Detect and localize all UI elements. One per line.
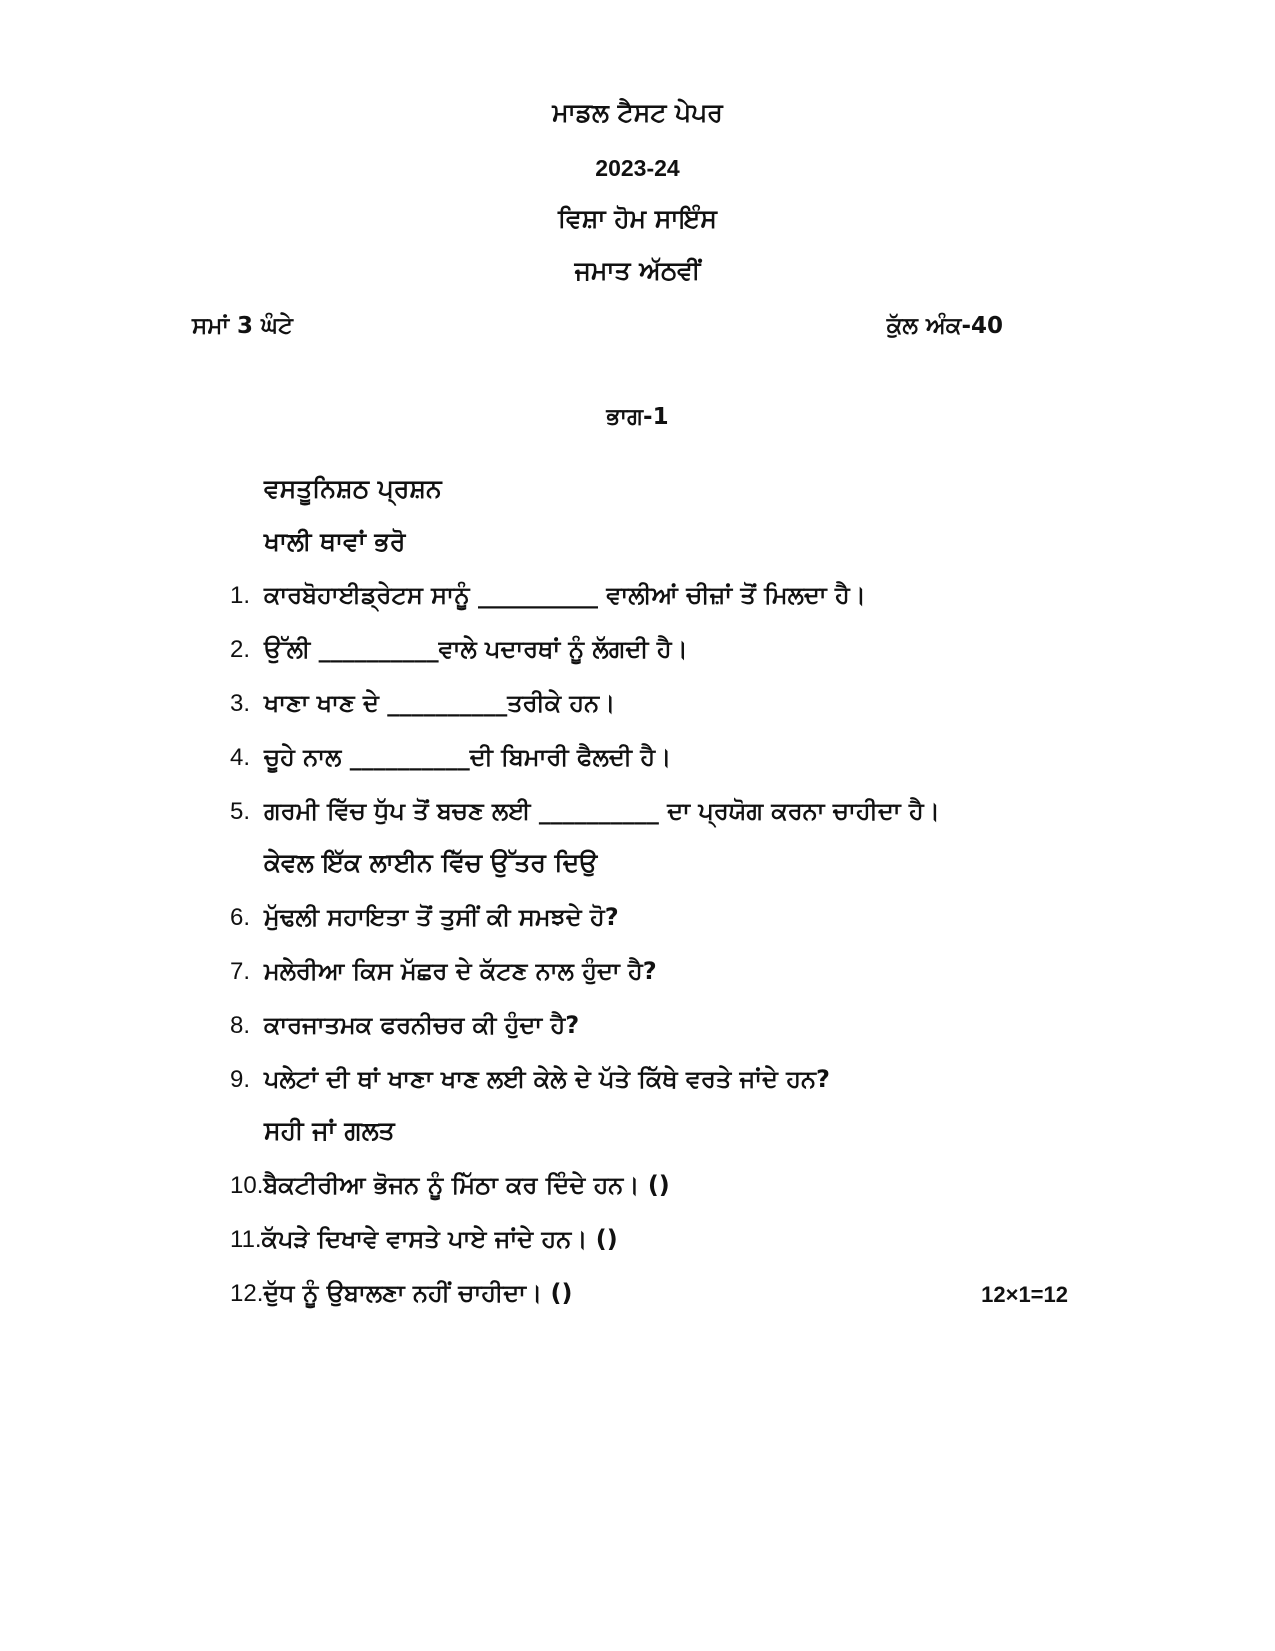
question-item xyxy=(230,1279,573,1308)
total-marks: ਕੁੱਲ ਅੰਕ-40 xyxy=(886,313,1003,339)
question-number: 4. xyxy=(230,744,251,771)
question-item xyxy=(230,689,615,718)
question-item xyxy=(230,957,657,986)
question-item xyxy=(230,1011,579,1040)
subject-line: ਵਿਸ਼ਾ ਹੋਮ ਸਾਇੰਸ xyxy=(558,204,717,233)
question-number: 3. xyxy=(230,690,251,717)
question-item xyxy=(230,581,866,610)
question-item xyxy=(230,1225,618,1254)
question-text: ਕੱਪੜੇ ਦਿਖਾਵੇ ਵਾਸਤੇ ਪਾਏ ਜਾਂਦੇ ਹਨ। () xyxy=(261,1225,618,1253)
question-number: 11. xyxy=(230,1226,262,1253)
question-item xyxy=(230,1171,670,1200)
question-text: ਖਾਣਾ ਖਾਣ ਦੇ __________ਤਰੀਕੇ ਹਨ। xyxy=(264,689,616,717)
question-number: 5. xyxy=(230,798,251,825)
question-text: ਉੱਲੀ __________ਵਾਲੇ ਪਦਾਰਥਾਂ ਨੂੰ ਲੱਗਦੀ ਹੈ। xyxy=(264,635,688,663)
question-text: ਦੁੱਧ ਨੂੰ ਉਬਾਲਣਾ ਨਹੀਂ ਚਾਹੀਦਾ। () xyxy=(263,1279,573,1307)
question-item xyxy=(230,635,688,664)
class-line: ਜਮਾਤ ਅੱਠਵੀਂ xyxy=(574,256,701,285)
question-item xyxy=(230,1065,830,1094)
question-number: 9. xyxy=(230,1066,251,1093)
question-text: ਮੁੱਢਲੀ ਸਹਾਇਤਾ ਤੋਂ ਤੁਸੀਂ ਕੀ ਸਮਝਦੇ ਹੋ? xyxy=(264,903,619,931)
question-text: ਮਲੇਰੀਆ ਕਿਸ ਮੱਛਰ ਦੇ ਕੱਟਣ ਨਾਲ ਹੁੰਦਾ ਹੈ? xyxy=(264,957,657,985)
question-number: 6. xyxy=(230,904,251,931)
question-text: ਬੈਕਟੀਰੀਆ ਭੋਜਨ ਨੂੰ ਮਿੱਠਾ ਕਰ ਦਿੰਦੇ ਹਨ। () xyxy=(263,1171,670,1199)
part-heading: ਭਾਗ-1 xyxy=(606,404,669,430)
question-item xyxy=(230,797,940,826)
question-text: ਚੂਹੇ ਨਾਲ __________ਦੀ ਬਿਮਾਰੀ ਫੈਲਦੀ ਹੈ। xyxy=(264,743,672,771)
section-fill-blanks: ਖਾਲੀ ਥਾਵਾਂ ਭਰੋ xyxy=(264,527,406,556)
time-allowed: ਸਮਾਂ 3 ਘੰਟੇ xyxy=(192,313,293,339)
paper-year: 2023-24 xyxy=(595,155,680,181)
question-item xyxy=(230,903,619,932)
question-number: 7. xyxy=(230,958,251,985)
section-one-line: ਕੇਵਲ ਇੱਕ ਲਾਈਨ ਵਿੱਚ ਉੱਤਰ ਦਿਉ xyxy=(264,848,598,877)
paper-title: ਮਾਡਲ ਟੈਸਟ ਪੇਪਰ xyxy=(552,98,723,127)
section-objective: ਵਸਤੂਨਿਸ਼ਠ ਪ੍ਰਸ਼ਨ xyxy=(264,474,442,503)
question-text: ਕਾਰਬੋਹਾਈਡ੍ਰੇਟਸ ਸਾਨੂੰ __________ ਵਾਲੀਆਂ ਚੀਜ਼ਾਂ ਤੋਂ ਮਿਲਦਾ ਹੈ। xyxy=(264,581,866,609)
section-true-false: ਸਹੀ ਜਾਂ ਗਲਤ xyxy=(264,1116,395,1145)
question-text: ਕਾਰਜਾਤਮਕ ਫਰਨੀਚਰ ਕੀ ਹੁੰਦਾ ਹੈ? xyxy=(264,1011,580,1039)
question-number: 8. xyxy=(230,1012,251,1039)
marks-note: 12×1=12 xyxy=(981,1282,1068,1307)
question-number: 12. xyxy=(230,1280,264,1307)
question-number: 2. xyxy=(230,636,251,663)
question-number: 10. xyxy=(230,1172,264,1199)
question-item xyxy=(230,743,671,772)
question-number: 1. xyxy=(230,582,251,609)
question-text: ਪਲੇਟਾਂ ਦੀ ਥਾਂ ਖਾਣਾ ਖਾਣ ਲਈ ਕੇਲੇ ਦੇ ਪੱਤੇ ਕਿੱਥੇ ਵਰਤੇ ਜਾਂਦੇ ਹਨ? xyxy=(264,1065,830,1093)
question-text: ਗਰਮੀ ਵਿੱਚ ਧੁੱਪ ਤੋਂ ਬਚਣ ਲਈ __________ ਦਾ ਪ੍ਰਯੋਗ ਕਰਨਾ ਚਾਹੀਦਾ ਹੈ। xyxy=(264,797,940,825)
